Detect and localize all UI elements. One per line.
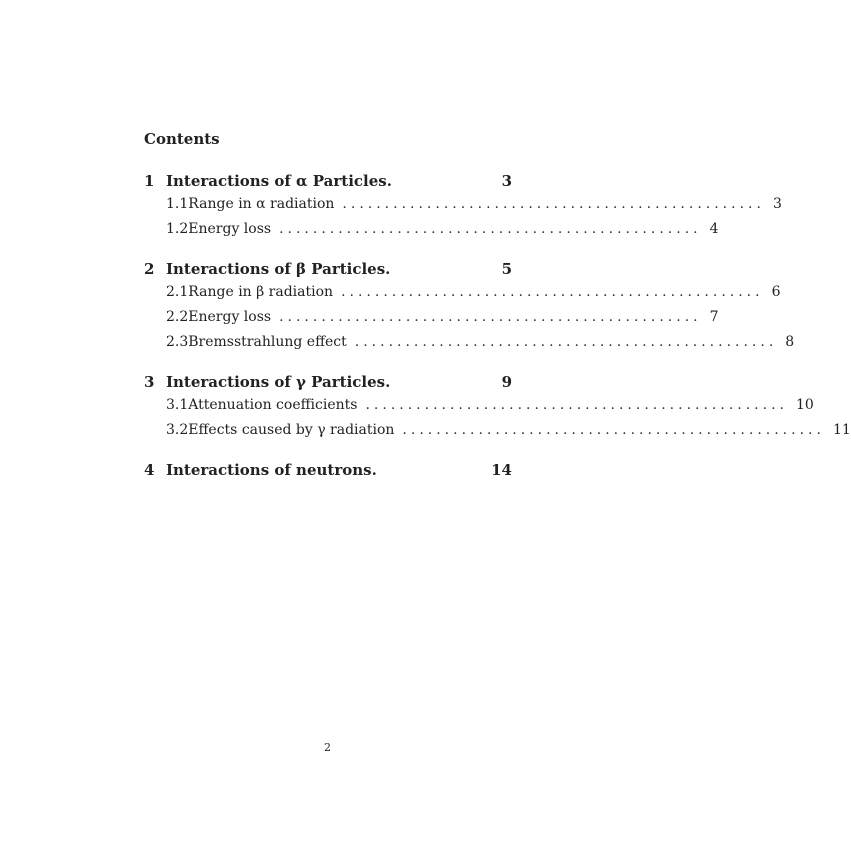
section-page: 3 [501, 172, 512, 190]
subsection-number: 3.1 [166, 397, 189, 413]
toc-subsection[interactable] [144, 280, 781, 305]
toc-section[interactable] [144, 371, 512, 393]
toc-subsection[interactable] [144, 330, 795, 355]
subsection-title: Bremsstrahlung effect [188, 334, 347, 350]
toc-subsection[interactable] [144, 418, 851, 443]
section-title: Interactions of β Particles. [166, 260, 391, 278]
subsection-number: 1.1 [166, 196, 189, 212]
subsection-title: Attenuation coefficients [188, 397, 358, 413]
subsection-page: 11 [832, 422, 851, 438]
section-page: 14 [491, 461, 512, 479]
section-number: 1 [144, 172, 155, 190]
section-page: 5 [501, 260, 512, 278]
dot-leader: .................................................. [279, 221, 702, 237]
subsection-page: 7 [709, 309, 719, 325]
subsection-number: 3.2 [166, 422, 189, 438]
section-number: 2 [144, 260, 155, 278]
toc-subsection[interactable] [144, 393, 814, 418]
dot-leader: .................................................. [365, 397, 788, 413]
subsection-title: Energy loss [188, 221, 272, 237]
subsection-number: 1.2 [166, 221, 189, 237]
toc-section[interactable] [144, 170, 512, 192]
subsection-title: Range in α radiation [188, 196, 335, 212]
dot-leader: .................................................. [402, 422, 825, 438]
subsection-number: 2.1 [166, 284, 189, 300]
section-page: 9 [501, 373, 512, 391]
subsection-page: 10 [795, 397, 814, 413]
subsection-number: 2.3 [166, 334, 189, 350]
subsection-title: Effects caused by γ radiation [188, 422, 395, 438]
toc-subsection[interactable] [144, 305, 719, 330]
subsection-page: 6 [771, 284, 781, 300]
toc-subsection[interactable] [144, 217, 719, 242]
toc-subsection[interactable] [144, 192, 782, 217]
subsection-title: Range in β radiation [188, 284, 334, 300]
dot-leader: .................................................. [354, 334, 778, 350]
subsection-number: 2.2 [166, 309, 189, 325]
table-of-contents [144, 170, 851, 481]
page-number: 2 [324, 741, 331, 754]
section-title: Interactions of γ Particles. [166, 373, 391, 391]
toc-heading: Contents [144, 130, 220, 148]
toc-section[interactable] [144, 258, 512, 280]
section-title: Interactions of α Particles. [166, 172, 392, 190]
dot-leader: .................................................. [342, 196, 765, 212]
subsection-page: 8 [785, 334, 795, 350]
subsection-page: 4 [709, 221, 719, 237]
toc-section[interactable] [144, 459, 512, 481]
section-number: 4 [144, 461, 155, 479]
section-title: Interactions of neutrons. [166, 461, 377, 479]
subsection-page: 3 [772, 196, 782, 212]
dot-leader: .................................................. [341, 284, 764, 300]
subsection-title: Energy loss [188, 309, 272, 325]
section-number: 3 [144, 373, 155, 391]
dot-leader: .................................................. [279, 309, 702, 325]
